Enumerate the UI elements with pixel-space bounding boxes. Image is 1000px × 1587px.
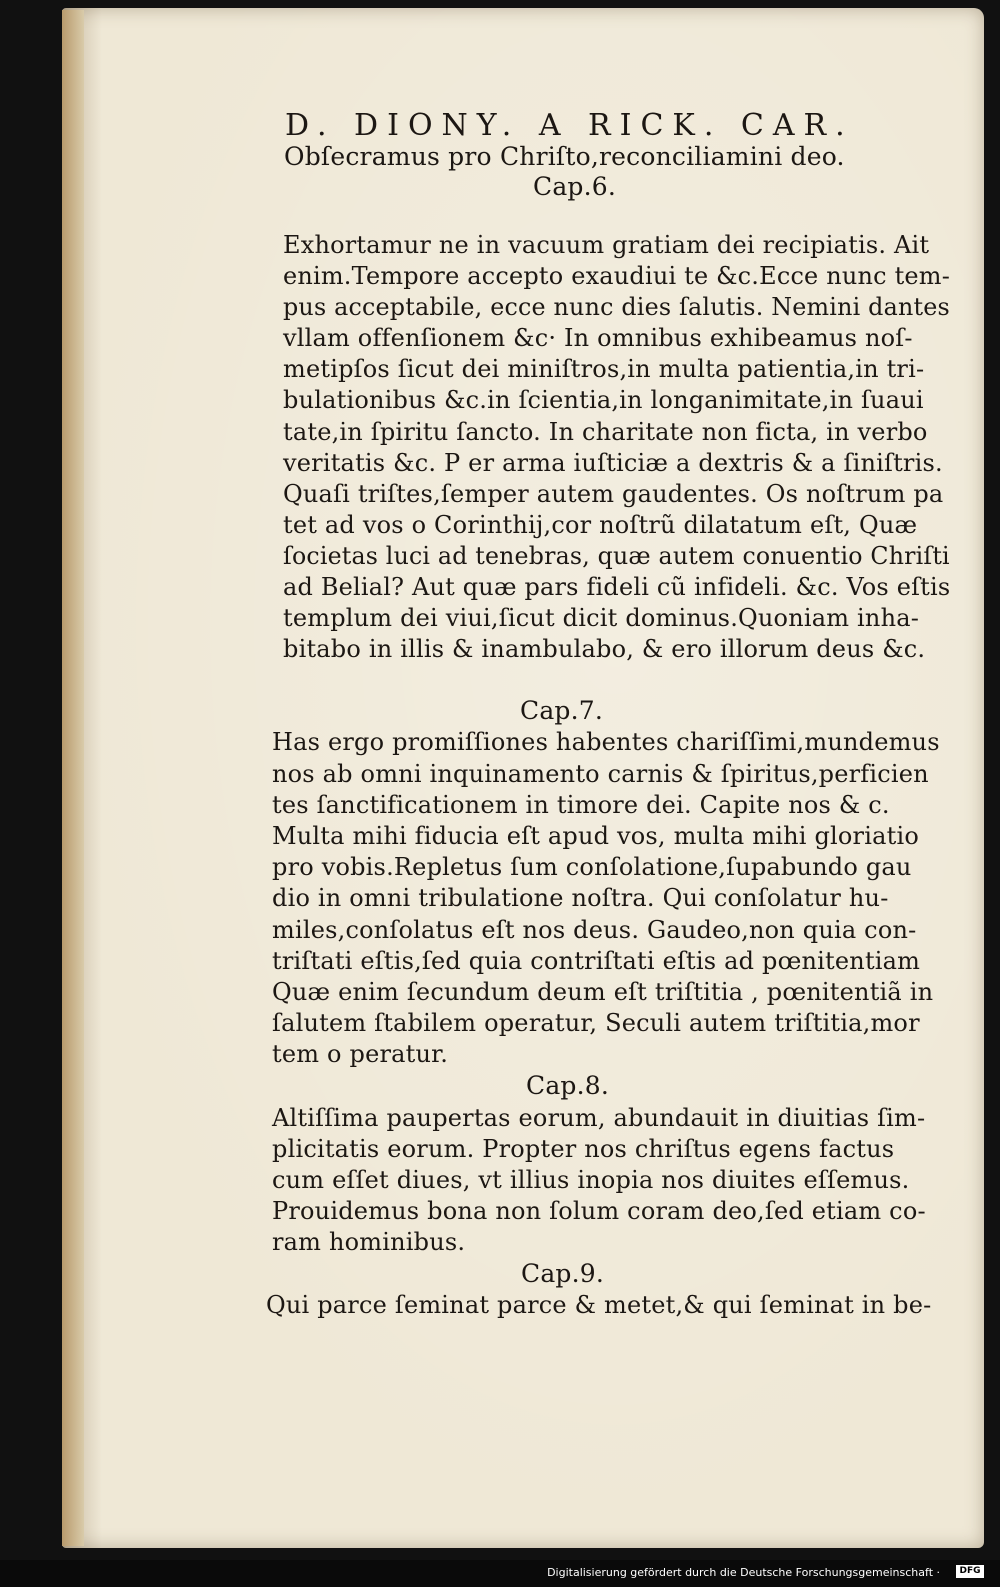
text-line: tes ſanctificationem in timore dei. Capite nos & c. [272, 791, 890, 819]
text-line: bitabo in illis & inambulabo, & ero illorum deus &c. [283, 635, 926, 663]
text-line: Quaſi triſtes,ſemper autem gaudentes. Os noſtrum pa [283, 480, 944, 508]
text-line: vllam offenſionem &c· In omnibus exhibeamus noſ- [283, 324, 913, 352]
text-line: metipſos ſicut dei miniſtros,in multa patientia,in tri- [283, 355, 925, 383]
text-line: ſalutem ſtabilem operatur, Seculi autem triſtitia,mor [272, 1009, 920, 1037]
page-gutter-shadow [62, 10, 84, 1546]
text-line: Has ergo promiſſiones habentes chariſſimi,mundemus [272, 728, 940, 756]
text-line: plicitatis eorum. Propter nos chriſtus egens factus [272, 1135, 895, 1163]
opening-line: Obſecramus pro Chriſto,reconciliamini deo. [284, 142, 845, 171]
text-line: templum dei viui,ſicut dicit dominus.Quoniam inha- [283, 604, 920, 632]
text-line: tet ad vos o Corinthij,cor noſtrũ dilatatum eſt, Quæ [283, 511, 918, 539]
text-line: cum eſſet diues, vt illius inopia nos diuites eſſemus. [272, 1166, 910, 1194]
text-line: tate,in ſpiritu ſancto. In charitate non ficta, in verbo [283, 418, 928, 446]
text-line: Prouidemus bona non ſolum coram deo,ſed etiam co- [272, 1197, 926, 1225]
text-line: Multa mihi fiducia eſt apud vos, multa mihi gloriatio [272, 822, 919, 850]
text-line: Quæ enim ſecundum deum eſt triſtitia , pœnitentiã in [272, 978, 934, 1006]
text-line: veritatis &c. P er arma iuſticiæ a dextris & a ſiniſtris. [283, 449, 943, 477]
chapter-heading-9: Cap.9. [521, 1259, 605, 1288]
text-line: nos ab omni inquinamento carnis & ſpiritus,perficien [272, 760, 929, 788]
chapter-heading-6: Cap.6. [533, 172, 617, 201]
text-line: ad Belial? Aut quæ pars fideli cũ infideli. &c. Vos eſtis [283, 573, 951, 601]
chapter-heading-7: Cap.7. [520, 696, 604, 725]
text-line: ram hominibus. [272, 1228, 466, 1256]
text-line: enim.Tempore accepto exaudiui te &c.Ecce nunc tem- [283, 262, 951, 290]
text-line: Qui parce ſeminat parce & metet,& qui ſeminat in be- [266, 1291, 932, 1319]
text-line: pus acceptabile, ecce nunc dies ſalutis. Nemini dantes [283, 293, 950, 321]
chapter-heading-8: Cap.8. [526, 1071, 610, 1100]
text-line: ſocietas luci ad tenebras, quæ autem conuentio Chriſti [283, 542, 950, 570]
text-line: tem o peratur. [272, 1040, 449, 1068]
dfg-logo: DFG [956, 1565, 984, 1578]
text-line: triſtati eſtis,ſed quia contriſtati eſtis ad pœnitentiam [272, 947, 921, 975]
text-line: Altiſſima paupertas eorum, abundauit in diuitias ſim- [272, 1104, 926, 1132]
text-line: pro vobis.Repletus ſum conſolatione,ſupabundo gau [272, 853, 912, 881]
text-line: Exhortamur ne in vacuum gratiam dei recipiatis. Ait [283, 231, 930, 259]
text-line: miles,conſolatus eſt nos deus. Gaudeo,non quia con- [272, 916, 917, 944]
digitization-credit: Digitalisierung gefördert durch die Deutsche Forschungsgemeinschaft · [547, 1566, 940, 1579]
text-line: dio in omni tribulatione noſtra. Qui conſolatur hu- [272, 884, 889, 912]
text-line: bulationibus &c.in ſcientia,in longanimitate,in ſuaui [283, 386, 924, 414]
running-header: D. DIONY. A RICK. CAR. [285, 108, 854, 143]
